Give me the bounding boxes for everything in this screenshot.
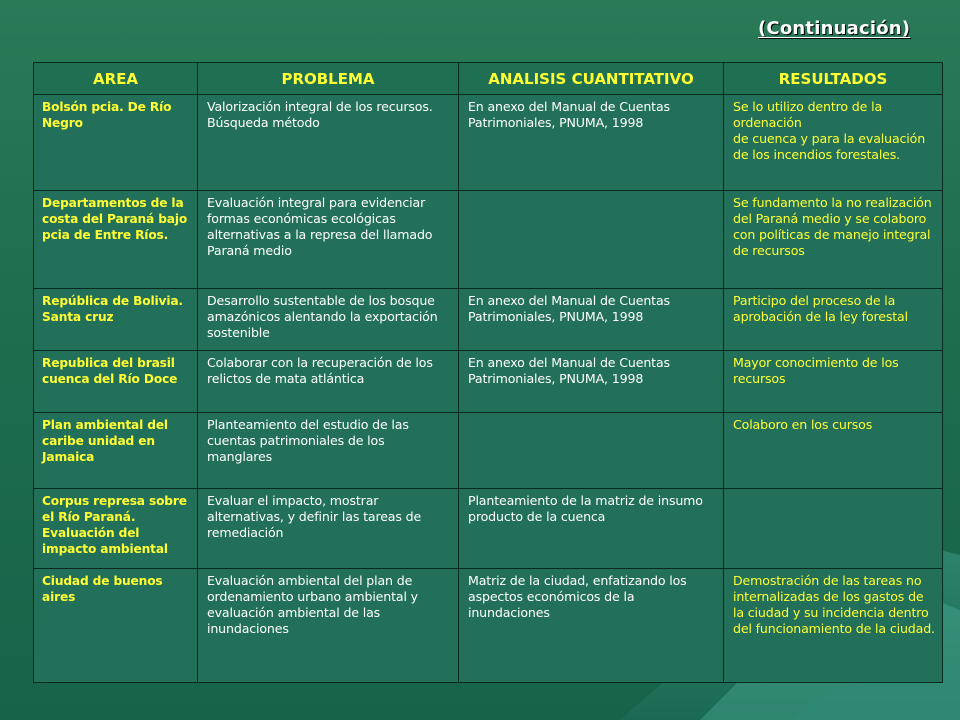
cell-analisis: En anexo del Manual de Cuentas Patrimoniales, PNUMA, 1998	[459, 95, 724, 191]
table-row	[34, 191, 943, 289]
cell-resultados: Participo del proceso de la aprobación de la ley forestal	[724, 289, 943, 351]
cell-analisis: Matriz de la ciudad, enfatizando los aspectos económicos de la inundaciones	[459, 569, 724, 683]
table-row	[34, 95, 943, 191]
cell-resultados: Mayor conocimiento de los recursos	[724, 351, 943, 413]
cell-resultados	[724, 95, 943, 191]
cell-area: República de Bolivia. Santa cruz	[34, 289, 198, 351]
header-area: AREA	[34, 63, 198, 95]
table-row	[34, 569, 943, 683]
table-row	[34, 413, 943, 489]
cell-area: Plan ambiental del caribe unidad en Jamaica	[34, 413, 198, 489]
header-analisis: ANALISIS CUANTITATIVO	[459, 63, 724, 95]
cell-problema: Evaluar el impacto, mostrar alternativas, y definir las tareas de remediación	[198, 489, 459, 569]
cell-problema: Colaborar con la recuperación de los relictos de mata atlántica	[198, 351, 459, 413]
cell-area: Corpus represa sobre el Río Paraná. Evaluación del impacto ambiental	[34, 489, 198, 569]
cell-analisis: En anexo del Manual de Cuentas Patrimoniales, PNUMA, 1998	[459, 289, 724, 351]
cell-problema: Desarrollo sustentable de los bosque amazónicos alentando la exportación sostenible	[198, 289, 459, 351]
cell-resultados: Se fundamento la no realización del Paraná medio y se colaboro con políticas de manejo integral de recursos	[724, 191, 943, 289]
header-problema: PROBLEMA	[198, 63, 459, 95]
cell-resultados: Demostración de las tareas no internalizadas de los gastos de la ciudad y su incidencia dentro del funcionamiento de la ciudad.	[724, 569, 943, 683]
cell-resultados	[724, 489, 943, 569]
cell-area: Republica del brasil cuenca del Río Doce	[34, 351, 198, 413]
cell-area: Bolsón pcia. De Río Negro	[34, 95, 198, 191]
cell-area: Departamentos de la costa del Paraná bajo pcia de Entre Ríos.	[34, 191, 198, 289]
table-row	[34, 289, 943, 351]
cell-analisis: En anexo del Manual de Cuentas Patrimoniales, PNUMA, 1998	[459, 351, 724, 413]
cell-area: Ciudad de buenos aires	[34, 569, 198, 683]
cell-analisis	[459, 413, 724, 489]
resultados-line-1: Se lo utilizo dentro de la ordenación	[733, 99, 883, 130]
header-resultados: RESULTADOS	[724, 63, 943, 95]
cell-problema: Valorización integral de los recursos. Búsqueda método	[198, 95, 459, 191]
cell-resultados: Colaboro en los cursos	[724, 413, 943, 489]
cell-problema: Evaluación ambiental del plan de ordenamiento urbano ambiental y evaluación ambiental de las inundaciones	[198, 569, 459, 683]
resultados-line-2: de cuenca y para la evaluación de los incendios forestales.	[733, 131, 926, 162]
table-row	[34, 351, 943, 413]
projects-table	[33, 62, 943, 683]
cell-analisis: Planteamiento de la matriz de insumo producto de la cuenca	[459, 489, 724, 569]
table-row	[34, 489, 943, 569]
cell-problema: Planteamiento del estudio de las cuentas patrimoniales de los manglares	[198, 413, 459, 489]
continuation-label: (Continuación)	[758, 18, 911, 39]
cell-problema: Evaluación integral para evidenciar formas económicas ecológicas alternativas a la represa del llamado Paraná medio	[198, 191, 459, 289]
cell-analisis	[459, 191, 724, 289]
table-header-row	[34, 63, 943, 95]
